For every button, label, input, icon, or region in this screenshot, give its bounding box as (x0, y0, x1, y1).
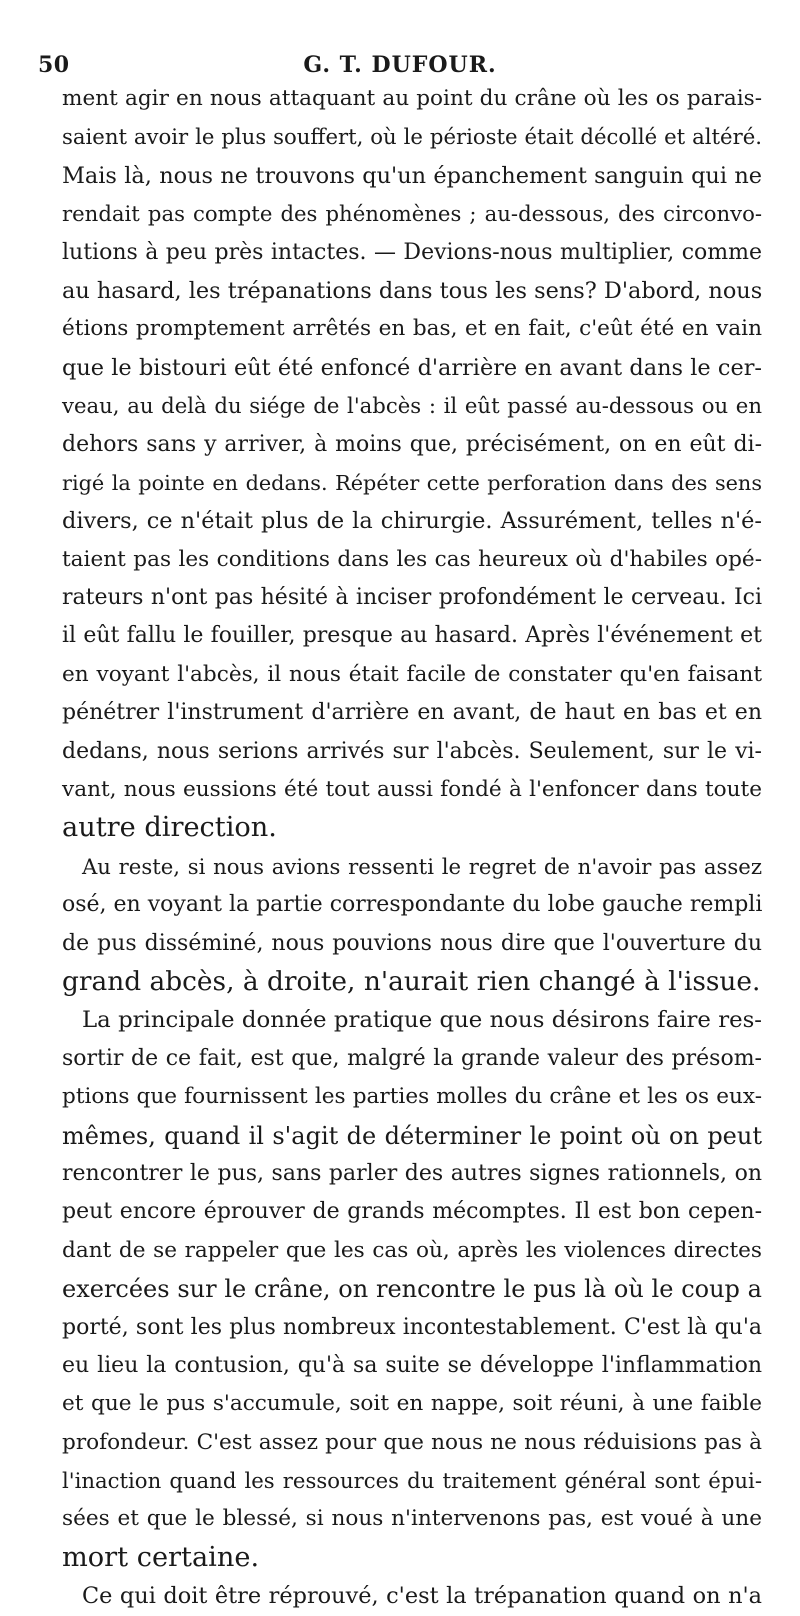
text-line: rencontrer le pus, sans parler des autres signes rationnels, on (62, 1160, 762, 1186)
text-line: sées et que le blessé, si nous n'intervenons pas, est voué à une (62, 1506, 762, 1532)
text-line: Ce qui doit être réprouvé, c'est la trépanation quand on n'a (82, 1583, 762, 1610)
text-line: pénétrer l'instrument d'arrière en avant, de haut en bas et en (62, 700, 762, 726)
text-line: étions promptement arrêtés en bas, et en fait, c'eût été en vain (62, 316, 762, 342)
text-line: profondeur. C'est assez pour que nous ne nous réduisions pas à (62, 1429, 762, 1455)
body-text (62, 80, 762, 1616)
page-number: 50 (38, 52, 70, 78)
text-line: vant, nous eussions été tout aussi fondé à l'enfoncer dans toute (62, 777, 762, 803)
text-line: porté, sont les plus nombreux incontestablement. C'est là qu'a (62, 1314, 762, 1340)
text-line: dant de se rappeler que les cas où, après les violences directes (62, 1237, 762, 1263)
text-line: mort certaine. (62, 1541, 260, 1573)
text-line: en voyant l'abcès, il nous était facile de constater qu'en faisant (62, 661, 762, 687)
text-line: eu lieu la contusion, qu'à sa suite se développe l'inflammation (62, 1352, 762, 1378)
text-line: grand abcès, à droite, n'aurait rien changé à l'issue. (62, 965, 761, 997)
text-line: sortir de ce fait, est que, malgré la grande valeur des présom- (62, 1045, 762, 1071)
text-line: Au reste, si nous avions ressenti le regret de n'avoir pas assez (82, 853, 762, 879)
text-line: mêmes, quand il s'agit de déterminer le point où on peut (62, 1121, 762, 1150)
text-line: autre direction. (62, 812, 277, 844)
text-line: rigé la pointe en dedans. Répéter cette perforation dans des sens (62, 470, 762, 495)
running-title: G. T. DUFOUR. (303, 52, 497, 78)
text-line: osé, en voyant la partie correspondante du lobe gauche rempli (62, 892, 763, 918)
text-line: rendait pas compte des phénomènes ; au-dessous, des circonvo- (62, 201, 762, 227)
text-line: au hasard, les trépanations dans tous les sens? D'abord, nous (62, 277, 763, 304)
text-line: l'inaction quand les ressources du traitement général sont épui- (62, 1468, 762, 1494)
text-line: rateurs n'ont pas hésité à inciser profondément le cerveau. Ici (62, 585, 762, 611)
text-line: il eût fallu le fouiller, presque au hasard. Après l'événement et (62, 623, 762, 649)
text-line: dedans, nous serions arrivés sur l'abcès. Seulement, sur le vi- (62, 738, 762, 764)
text-line: La principale donnée pratique que nous désirons faire res- (82, 1007, 762, 1034)
text-line: dehors sans y arriver, à moins que, précisément, on en eût di- (62, 431, 762, 457)
text-line: taient pas les conditions dans les cas heureux où d'habiles opé- (62, 546, 762, 572)
text-line: Mais là, nous ne trouvons qu'un épanchement sanguin qui ne (62, 162, 762, 189)
text-line: exercées sur le crâne, on rencontre le pus là où le coup a (62, 1275, 762, 1304)
text-line: ptions que fournissent les parties molles du crâne et les os eux- (62, 1084, 762, 1110)
text-line: saient avoir le plus souffert, où le périoste était décollé et altéré. (62, 124, 762, 150)
text-line: peut encore éprouver de grands mécomptes. Il est bon cepen- (62, 1199, 762, 1225)
text-line: que le bistouri eût été enfoncé d'arrière en avant dans le cer- (62, 354, 762, 381)
text-line: veau, au delà du siége de l'abcès : il eût passé au-dessous ou en (62, 393, 762, 419)
text-line: ment agir en nous attaquant au point du crâne où les os parais- (62, 86, 762, 111)
text-line: et que le pus s'accumule, soit en nappe, soit réuni, à une faible (62, 1391, 762, 1417)
text-line: divers, ce n'était plus de la chirurgie. Assurément, telles n'é- (62, 508, 762, 535)
text-line: lutions à peu près intactes. — Devions-nous multiplier, comme (62, 239, 762, 265)
text-line: de pus disséminé, nous pouvions nous dire que l'ouverture du (62, 930, 762, 956)
